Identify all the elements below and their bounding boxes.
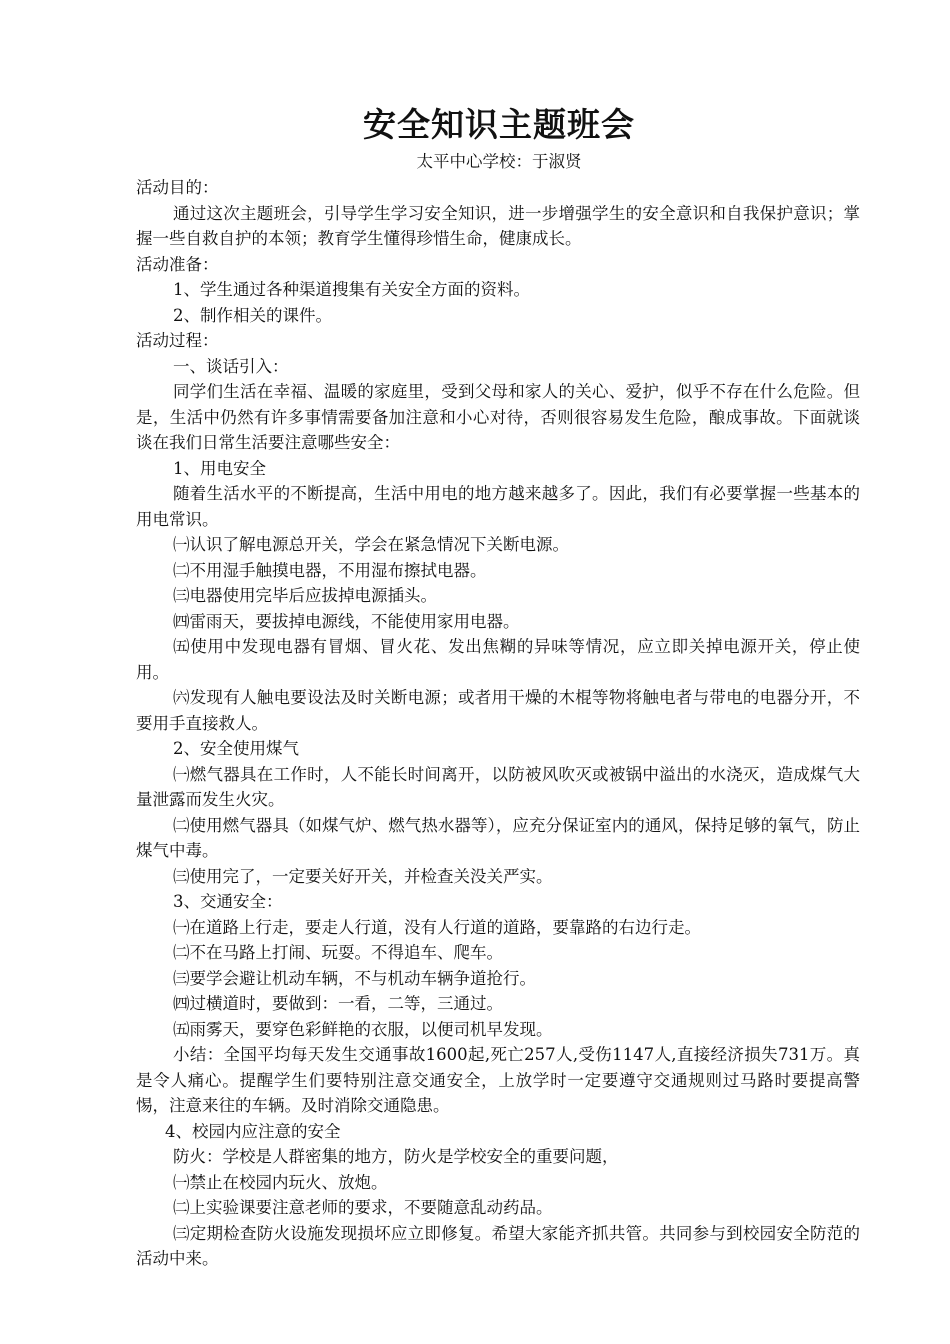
paragraph: ㈡上实验课要注意老师的要求，不要随意乱动药品。 — [173, 1198, 553, 1217]
paragraph: 1、用电安全 — [173, 458, 266, 478]
paragraph: ㈠燃气器具在工作时，人不能长时间离开，以防被风吹灭或被锅中溢出的水浇灭，造成煤气大量泄露而发生火灾。 — [136, 764, 860, 809]
document-title: 安全知识主题班会 — [363, 105, 635, 144]
paragraph: ㈡不用湿手触摸电器，不用湿布擦拭电器。 — [173, 560, 487, 580]
paragraph: 活动准备： — [136, 254, 219, 274]
paragraph: ㈡使用燃气器具（如煤气炉、燃气热水器等），应充分保证室内的通风，保持足够的氧气，防止煤气中毒。 — [136, 815, 860, 860]
paragraph: 3、交通安全： — [173, 892, 283, 911]
document-subtitle: 太平中心学校：于淑贤 — [416, 152, 582, 171]
paragraph: 随着生活水平的不断提高，生活中用电的地方越来越多了。因此，我们有必要掌握一些基本的用电常识。 — [136, 484, 860, 529]
paragraph: 活动过程： — [136, 331, 219, 350]
paragraph: ㈤雨雾天，要穿色彩鲜艳的衣服，以便司机早发现。 — [173, 1019, 553, 1039]
paragraph: ㈢使用完了，一定要关好开关，并检查关没关严实。 — [173, 866, 553, 886]
paragraph: ㈢电器使用完毕后应拔掉电源插头。 — [173, 586, 437, 605]
paragraph: ㈤使用中发现电器有冒烟、冒火花、发出焦糊的异味等情况，应立即关掉电源开关，停止使用。 — [136, 637, 860, 682]
paragraph: 活动目的： — [136, 178, 219, 197]
paragraph: 一、谈话引入： — [173, 356, 289, 376]
paragraph: 1、学生通过各种渠道搜集有关安全方面的资料。 — [173, 280, 530, 299]
paragraph: 小结：全国平均每天发生交通事故1600起,死亡257人,受伤1147人,直接经济损失731万。真是令人痛心。提醒学生们要特别注意交通安全，上放学时一定要遵守交通规则过马路时要提高警惕，注意来往的车辆。及时消除交通隐患。 — [136, 1045, 860, 1115]
paragraph: 2、制作相关的课件。 — [173, 305, 332, 325]
paragraph: ㈠在道路上行走，要走人行道，没有人行道的道路，要靠路的右边行走。 — [173, 917, 701, 937]
paragraph: ㈢要学会避让机动车辆，不与机动车辆争道抢行。 — [173, 968, 536, 988]
paragraph: ㈣雷雨天，要拔掉电源线，不能使用家用电器。 — [173, 611, 520, 631]
paragraph: ㈣过横道时，要做到：一看，二等，三通过。 — [173, 994, 503, 1013]
paragraph: ㈠认识了解电源总开关，学会在紧急情况下关断电源。 — [173, 535, 569, 554]
paragraph: ㈡不在马路上打闹、玩耍。不得追车、爬车。 — [173, 943, 503, 962]
paragraph: 通过这次主题班会，引导学生学习安全知识，进一步增强学生的安全意识和自我保护意识；掌握一些自救自护的本领；教育学生懂得珍惜生命，健康成长。 — [136, 203, 860, 248]
paragraph: ㈥发现有人触电要设法及时关断电源；或者用干燥的木棍等物将触电者与带电的电器分开，不要用手直接救人。 — [136, 688, 860, 733]
paragraph: 2、安全使用煤气 — [173, 739, 299, 758]
paragraph: ㈠禁止在校园内玩火、放炮。 — [173, 1172, 388, 1192]
paragraph: 同学们生活在幸福、温暖的家庭里，受到父母和家人的关心、爱护，似乎不存在什么危险。但是，生活中仍然有许多事情需要备加注意和小心对待，否则很容易发生危险，酿成事故。下面就谈谈在我们日常生活要注意哪些安全： — [136, 382, 860, 452]
paragraph: 4、校园内应注意的安全 — [165, 1121, 341, 1141]
document-body — [136, 175, 860, 1272]
paragraph: 防火：学校是人群密集的地方，防火是学校安全的重要问题， — [173, 1147, 619, 1166]
paragraph: ㈢定期检查防火设施发现损坏应立即修复。希望大家能齐抓共管。共同参与到校园安全防范的活动中来。 — [136, 1223, 860, 1268]
